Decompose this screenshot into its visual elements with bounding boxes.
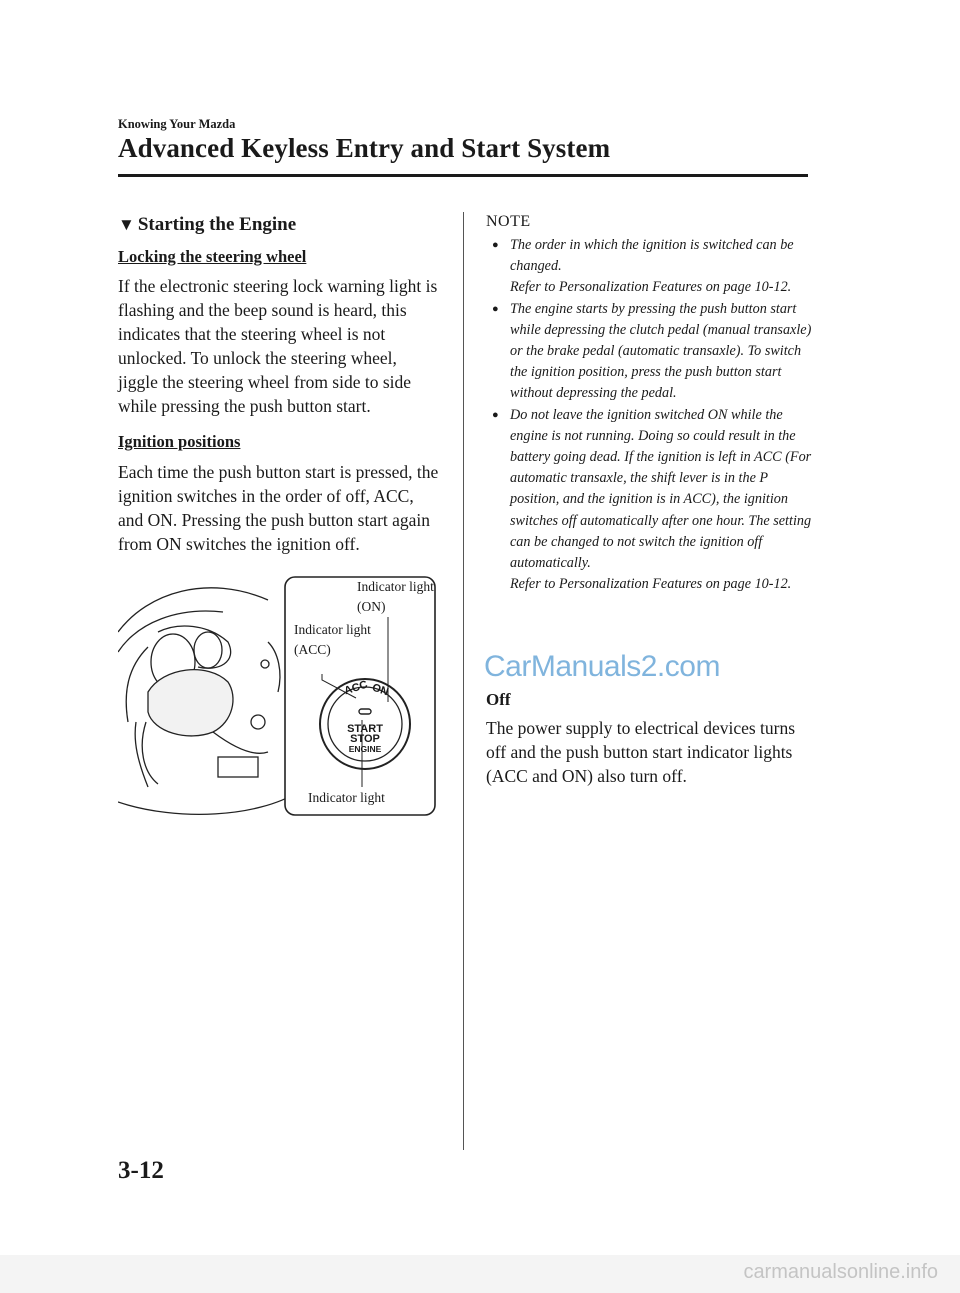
page-title: Advanced Keyless Entry and Start System [118, 133, 611, 163]
section-heading-text: Starting the Engine [137, 214, 297, 235]
bullet-icon: ● [492, 302, 499, 315]
button-on-text: ON [370, 681, 390, 699]
note-reference: Refer to Personalization Features on page 10-12. [510, 279, 792, 296]
ignition-figure [118, 572, 438, 822]
label-indicator-on: Indicator light (ON) [357, 579, 434, 614]
section-heading [118, 214, 440, 236]
note-item: ● The order in which the ignition is switched can be changed. Refer to Personalization Features on page 10-12. [486, 235, 816, 299]
note-title: NOTE [486, 213, 531, 230]
section-label: Knowing Your Mazda [118, 117, 236, 131]
label-indicator-light: Indicator light [308, 790, 385, 805]
button-acc-text: ACC [342, 678, 370, 698]
label-indicator-acc: Indicator light (ACC) [294, 622, 371, 657]
note-item: ● Do not leave the ignition switched ON while the engine is not running. Doing so could result in the battery going dead. If the ignition is left in ACC (For automatic transaxle, the shift lever is in the P position, and the ignition is in ACC), the ignition switches off automatically after one hour. The setting can be changed to not switch the ignition off automatically. Refer to Personalization Features on page 10-12. [486, 405, 816, 596]
note-list [486, 235, 816, 595]
triangle-icon: ▼ [118, 215, 135, 234]
bullet-icon: ● [492, 239, 499, 251]
footer-watermark-text: carmanualsonline.info [743, 1261, 938, 1283]
column-divider [463, 212, 464, 1150]
note-reference: Refer to Personalization Features on page 10-12. [510, 576, 792, 593]
title-rule [118, 174, 808, 177]
page-number: 3-12 [118, 1157, 164, 1184]
paragraph-locking: If the electronic steering lock warning light is flashing and the beep sound is heard, this indicates that the steering wheel is not unlocked. To unlock the steering wheel, jiggle the steering wheel from side to side while pressing the push button start. [118, 276, 438, 416]
note-item: ● The engine starts by pressing the push button start while depressing the clutch pedal (manual transaxle) or the brake pedal (automatic transaxle). To switch the ignition position, press the push button start without depressing the pedal. [492, 300, 812, 402]
button-engine-text: ENGINE [348, 744, 382, 754]
button-stop-text: STOP [350, 733, 380, 745]
footer-watermark-bar [0, 1255, 960, 1293]
paragraph-ignition: Each time the push button start is pressed, the ignition switches in the order of off, ACC, and ON. Pressing the push button start again from ON switches the ignition off. [118, 462, 439, 554]
watermark-logo: CarManuals2.com [484, 650, 720, 683]
bullet-icon: ● [492, 408, 499, 421]
off-heading: Off [486, 690, 511, 709]
start-stop-button [340, 724, 390, 754]
subhead-locking: Locking the steering wheel [118, 247, 307, 266]
button-start-text: START [347, 723, 383, 735]
off-paragraph: The power supply to electrical devices turns off and the push button start indicator lights (ACC and ON) also turn off. [486, 718, 796, 787]
subhead-ignition: Ignition positions [118, 432, 241, 451]
